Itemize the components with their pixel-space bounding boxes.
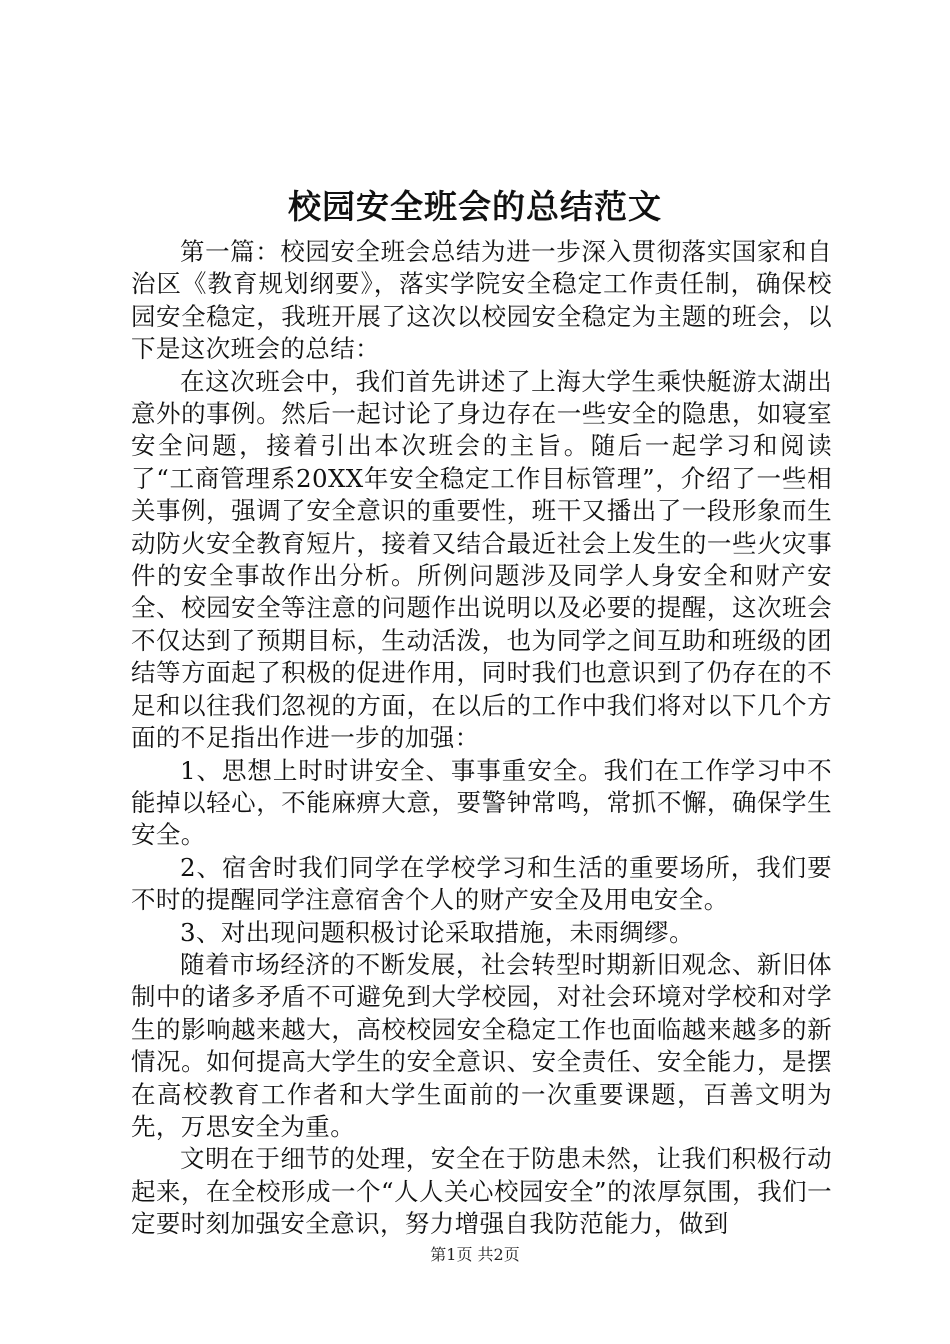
paragraph: 1、思想上时时讲安全、事事重安全。我们在工作学习中不能掉以轻心，不能麻痹大意，要警钟常鸣，常抓不懈，确保学生安全。 bbox=[131, 755, 832, 850]
paragraph: 3、对出现问题积极讨论采取措施，未雨绸缪。 bbox=[180, 917, 694, 947]
document-body bbox=[131, 236, 832, 1241]
paragraph: 随着市场经济的不断发展，社会转型时期新旧观念、新旧体制中的诸多矛盾不可避免到大学校园，对社会环境对学校和对学生的影响越来越大，高校校园安全稳定工作也面临越来越多的新情况。如何提高大学生的安全意识、安全责任、安全能力，是摆在高校教育工作者和大学生面前的一次重要课题，百善文明为先，万思安全为重。 bbox=[131, 949, 832, 1141]
paragraph: 在这次班会中，我们首先讲述了上海大学生乘快艇游太湖出意外的事例。然后一起讨论了身边存在一些安全的隐患，如寝室安全问题，接着引出本次班会的主旨。随后一起学习和阅读了“工商管理系20XX年安全稳定工作目标管理”，介绍了一些相关事例，强调了安全意识的重要性，班干又播出了一段形象而生动防火安全教育短片，接着又结合最近社会上发生的一些火灾事件的安全事故作出分析。所例问题涉及同学人身安全和财产安全、校园安全等注意的问题作出说明以及必要的提醒，这次班会不仅达到了预期目标，生动活泼，也为同学之间互助和班级的团结等方面起了积极的促进作用，同时我们也意识到了仍存在的不足和以往我们忽视的方面，在以后的工作中我们将对以下几个方面的不足指出作进一步的加强： bbox=[131, 366, 832, 753]
paragraph: 2、宿舍时我们同学在学校学习和生活的重要场所，我们要不时的提醒同学注意宿舍个人的财产安全及用电安全。 bbox=[131, 852, 832, 915]
paragraph: 文明在于细节的处理，安全在于防患未然，让我们积极行动起来，在全校形成一个“人人关心校园安全”的浓厚氛围，我们一定要时刻加强安全意识，努力增强自我防范能力，做到 bbox=[131, 1144, 832, 1239]
page-footer: 第1页 共2页 bbox=[430, 1245, 520, 1264]
paragraph: 第一篇：校园安全班会总结为进一步深入贯彻落实国家和自治区《教育规划纲要》，落实学院安全稳定工作责任制，确保校园安全稳定，我班开展了这次以校园安全稳定为主题的班会，以下是这次班会的总结： bbox=[131, 237, 832, 364]
document-title: 校园安全班会的总结范文 bbox=[288, 187, 662, 226]
